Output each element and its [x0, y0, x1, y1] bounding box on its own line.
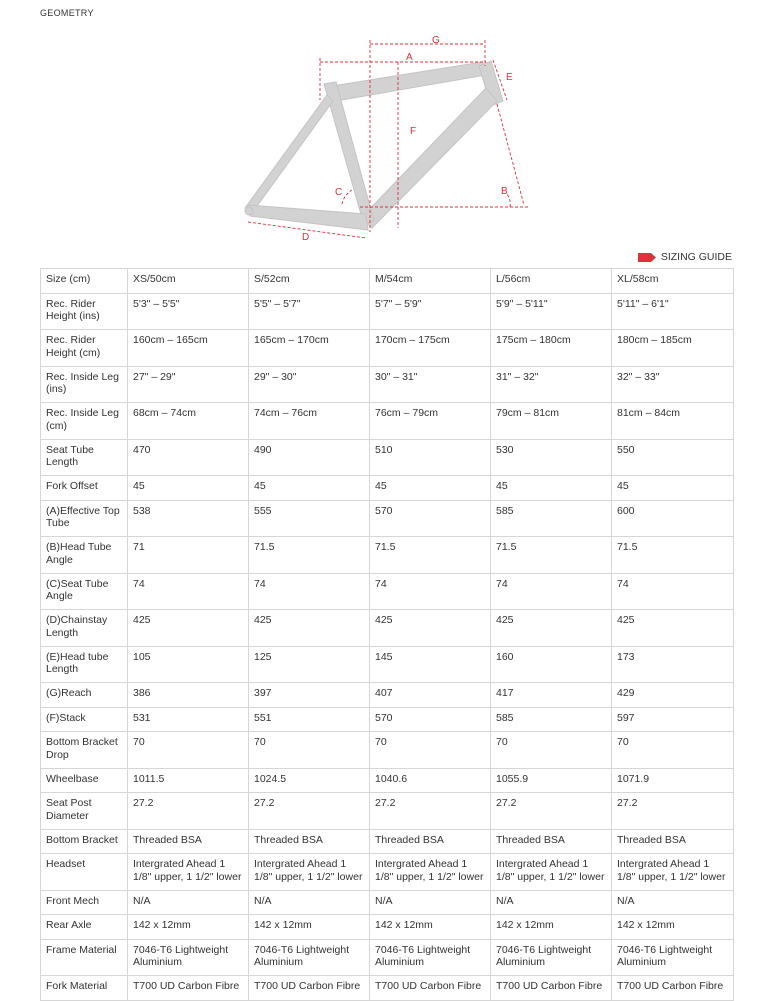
value-cell: 600	[612, 500, 734, 537]
row-label-cell: Seat Tube Length	[41, 439, 128, 476]
size-header-cell: XL/58cm	[612, 269, 734, 294]
value-cell: 425	[370, 610, 491, 647]
row-label-cell: Wheelbase	[41, 768, 128, 793]
value-cell: 45	[491, 476, 612, 501]
table-row	[41, 768, 734, 793]
value-cell: 597	[612, 707, 734, 732]
value-cell: 585	[491, 707, 612, 732]
table-row	[41, 854, 734, 891]
header-label-cell: Size (cm)	[41, 269, 128, 294]
value-cell: T700 UD Carbon Fibre	[612, 976, 734, 1001]
value-cell: 81cm – 84cm	[612, 403, 734, 440]
value-cell: N/A	[128, 890, 249, 915]
value-cell: 7046-T6 Lightweight Aluminium	[491, 939, 612, 976]
value-cell: 74cm – 76cm	[249, 403, 370, 440]
value-cell: 7046-T6 Lightweight Aluminium	[128, 939, 249, 976]
value-cell: 425	[491, 610, 612, 647]
value-cell: N/A	[491, 890, 612, 915]
row-label-cell: (E)Head tube Length	[41, 646, 128, 683]
value-cell: Intergrated Ahead 1 1/8" upper, 1 1/2" lower	[491, 854, 612, 891]
row-label-cell: (F)Stack	[41, 707, 128, 732]
value-cell: 76cm – 79cm	[370, 403, 491, 440]
value-cell: 1055.9	[491, 768, 612, 793]
value-cell: 175cm – 180cm	[491, 330, 612, 367]
row-label-cell: Bottom Bracket Drop	[41, 732, 128, 769]
value-cell: 74	[128, 573, 249, 610]
value-cell: 490	[249, 439, 370, 476]
row-label-cell: Rear Axle	[41, 915, 128, 940]
value-cell: 70	[491, 732, 612, 769]
value-cell: 74	[612, 573, 734, 610]
row-label-cell: (C)Seat Tube Angle	[41, 573, 128, 610]
table-row	[41, 293, 734, 330]
table-row	[41, 707, 734, 732]
label-a: A	[406, 52, 413, 63]
value-cell: 142 x 12mm	[612, 915, 734, 940]
value-cell: 5'7" – 5'9"	[370, 293, 491, 330]
value-cell: 425	[128, 610, 249, 647]
value-cell: 425	[612, 610, 734, 647]
value-cell: 145	[370, 646, 491, 683]
value-cell: Threaded BSA	[128, 829, 249, 854]
value-cell: 27.2	[128, 793, 249, 830]
value-cell: Intergrated Ahead 1 1/8" upper, 1 1/2" lower	[370, 854, 491, 891]
value-cell: T700 UD Carbon Fibre	[249, 976, 370, 1001]
label-b: B	[501, 186, 508, 197]
value-cell: 105	[128, 646, 249, 683]
table-row	[41, 646, 734, 683]
value-cell: 45	[128, 476, 249, 501]
label-e: E	[506, 72, 513, 83]
row-label-cell: (A)Effective Top Tube	[41, 500, 128, 537]
value-cell: 425	[249, 610, 370, 647]
value-cell: 538	[128, 500, 249, 537]
size-header-cell: S/52cm	[249, 269, 370, 294]
value-cell: 27.2	[491, 793, 612, 830]
label-d: D	[302, 232, 310, 243]
table-row	[41, 939, 734, 976]
chain-stay	[248, 205, 368, 230]
rear-dropout	[245, 207, 253, 215]
table-row	[41, 476, 734, 501]
value-cell: 510	[370, 439, 491, 476]
value-cell: 160cm – 165cm	[128, 330, 249, 367]
row-label-cell: (G)Reach	[41, 683, 128, 708]
geometry-table	[40, 268, 734, 1001]
value-cell: 5'11" – 6'1"	[612, 293, 734, 330]
value-cell: 70	[128, 732, 249, 769]
value-cell: 180cm – 185cm	[612, 330, 734, 367]
value-cell: 570	[370, 707, 491, 732]
value-cell: 30" – 31"	[370, 366, 491, 403]
label-c: C	[335, 187, 343, 198]
value-cell: 32" – 33"	[612, 366, 734, 403]
value-cell: 27.2	[249, 793, 370, 830]
value-cell: 531	[128, 707, 249, 732]
value-cell: 551	[249, 707, 370, 732]
value-cell: 142 x 12mm	[491, 915, 612, 940]
value-cell: 1071.9	[612, 768, 734, 793]
value-cell: Threaded BSA	[491, 829, 612, 854]
table-row	[41, 610, 734, 647]
value-cell: 70	[249, 732, 370, 769]
table-row	[41, 366, 734, 403]
value-cell: 470	[128, 439, 249, 476]
value-cell: Intergrated Ahead 1 1/8" upper, 1 1/2" lower	[612, 854, 734, 891]
value-cell: 170cm – 175cm	[370, 330, 491, 367]
value-cell: 429	[612, 683, 734, 708]
row-label-cell: Rec. Inside Leg (ins)	[41, 366, 128, 403]
value-cell: 142 x 12mm	[249, 915, 370, 940]
bike-frame	[245, 61, 503, 230]
value-cell: T700 UD Carbon Fibre	[370, 976, 491, 1001]
value-cell: 27.2	[370, 793, 491, 830]
label-f: F	[410, 126, 417, 137]
table-row	[41, 890, 734, 915]
value-cell: 555	[249, 500, 370, 537]
table-row	[41, 976, 734, 1001]
value-cell: 71	[128, 537, 249, 574]
value-cell: 31" – 32"	[491, 366, 612, 403]
row-label-cell: Rec. Inside Leg (cm)	[41, 403, 128, 440]
value-cell: 165cm – 170cm	[249, 330, 370, 367]
value-cell: 142 x 12mm	[370, 915, 491, 940]
value-cell: 5'5" – 5'7"	[249, 293, 370, 330]
row-label-cell: Headset	[41, 854, 128, 891]
value-cell: 71.5	[249, 537, 370, 574]
value-cell: 70	[612, 732, 734, 769]
seat-stay	[245, 95, 333, 213]
value-cell: 1011.5	[128, 768, 249, 793]
tag-icon	[638, 253, 656, 262]
table-row	[41, 403, 734, 440]
table-row	[41, 683, 734, 708]
value-cell: 417	[491, 683, 612, 708]
table-row	[41, 330, 734, 367]
frame-geometry-diagram	[230, 30, 540, 245]
value-cell: 160	[491, 646, 612, 683]
value-cell: 1040.6	[370, 768, 491, 793]
row-label-cell: Front Mech	[41, 890, 128, 915]
value-cell: 550	[612, 439, 734, 476]
size-header-cell: L/56cm	[491, 269, 612, 294]
page-title: GEOMETRY	[40, 8, 94, 18]
size-header-cell: M/54cm	[370, 269, 491, 294]
value-cell: 29" – 30"	[249, 366, 370, 403]
row-label-cell: Fork Offset	[41, 476, 128, 501]
value-cell: 386	[128, 683, 249, 708]
value-cell: 71.5	[491, 537, 612, 574]
table-row	[41, 732, 734, 769]
value-cell: 173	[612, 646, 734, 683]
value-cell: 79cm – 81cm	[491, 403, 612, 440]
value-cell: 125	[249, 646, 370, 683]
value-cell: N/A	[370, 890, 491, 915]
value-cell: 7046-T6 Lightweight Aluminium	[370, 939, 491, 976]
value-cell: 142 x 12mm	[128, 915, 249, 940]
value-cell: 74	[491, 573, 612, 610]
value-cell: Intergrated Ahead 1 1/8" upper, 1 1/2" lower	[249, 854, 370, 891]
label-g: G	[432, 35, 440, 46]
value-cell: 71.5	[612, 537, 734, 574]
value-cell: Intergrated Ahead 1 1/8" upper, 1 1/2" lower	[128, 854, 249, 891]
value-cell: 74	[370, 573, 491, 610]
row-label-cell: Bottom Bracket	[41, 829, 128, 854]
value-cell: Threaded BSA	[249, 829, 370, 854]
table-row	[41, 537, 734, 574]
sizing-guide-label: SIZING GUIDE	[660, 251, 732, 263]
value-cell: 1024.5	[249, 768, 370, 793]
row-label-cell: Fork Material	[41, 976, 128, 1001]
value-cell: T700 UD Carbon Fibre	[128, 976, 249, 1001]
table-row	[41, 573, 734, 610]
value-cell: 68cm – 74cm	[128, 403, 249, 440]
value-cell: 45	[612, 476, 734, 501]
table-row	[41, 439, 734, 476]
value-cell: 27.2	[612, 793, 734, 830]
value-cell: Threaded BSA	[612, 829, 734, 854]
size-header-cell: XS/50cm	[128, 269, 249, 294]
value-cell: 7046-T6 Lightweight Aluminium	[612, 939, 734, 976]
value-cell: 397	[249, 683, 370, 708]
table-row	[41, 500, 734, 537]
table-row	[41, 829, 734, 854]
value-cell: 71.5	[370, 537, 491, 574]
value-cell: Threaded BSA	[370, 829, 491, 854]
table-header-row	[41, 269, 734, 294]
value-cell: N/A	[612, 890, 734, 915]
table-row	[41, 793, 734, 830]
row-label-cell: Seat Post Diameter	[41, 793, 128, 830]
value-cell: 45	[370, 476, 491, 501]
value-cell: T700 UD Carbon Fibre	[491, 976, 612, 1001]
value-cell: 5'9" – 5'11"	[491, 293, 612, 330]
value-cell: 530	[491, 439, 612, 476]
value-cell: 45	[249, 476, 370, 501]
row-label-cell: Rec. Rider Height (ins)	[41, 293, 128, 330]
value-cell: 27" – 29"	[128, 366, 249, 403]
value-cell: 570	[370, 500, 491, 537]
row-label-cell: Rec. Rider Height (cm)	[41, 330, 128, 367]
value-cell: 407	[370, 683, 491, 708]
row-label-cell: (D)Chainstay Length	[41, 610, 128, 647]
value-cell: 585	[491, 500, 612, 537]
sizing-guide-link[interactable]	[638, 251, 732, 263]
value-cell: 74	[249, 573, 370, 610]
table-row	[41, 915, 734, 940]
top-tube	[326, 62, 486, 102]
value-cell: N/A	[249, 890, 370, 915]
row-label-cell: Frame Material	[41, 939, 128, 976]
value-cell: 70	[370, 732, 491, 769]
value-cell: 7046-T6 Lightweight Aluminium	[249, 939, 370, 976]
row-label-cell: (B)Head Tube Angle	[41, 537, 128, 574]
value-cell: 5'3" – 5'5"	[128, 293, 249, 330]
